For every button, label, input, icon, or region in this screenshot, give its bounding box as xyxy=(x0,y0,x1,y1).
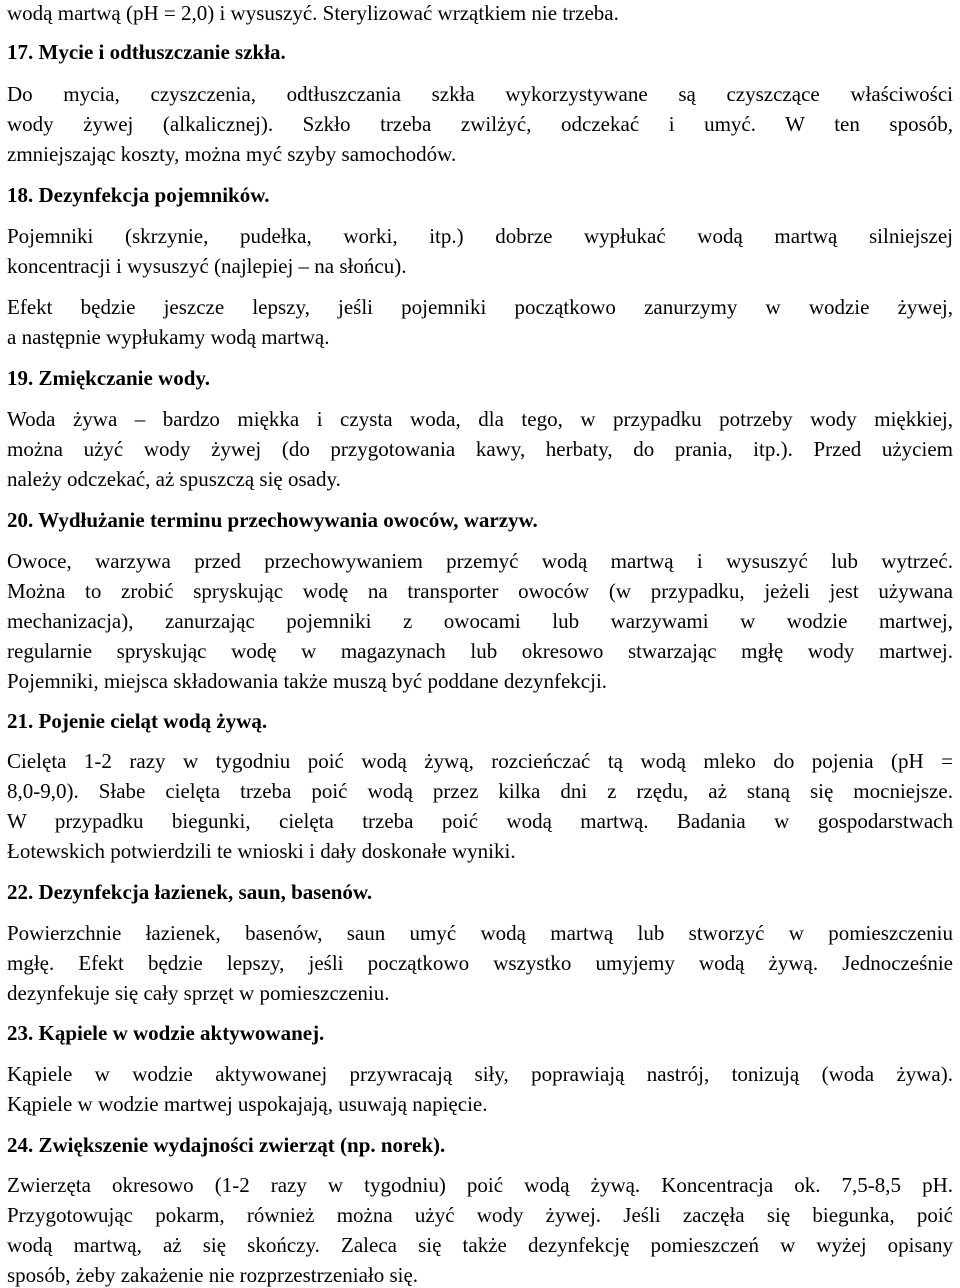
body-line: Kąpiele w wodzie aktywowanej przywracają siły, poprawiają nastrój, tonizują (woda żywa). xyxy=(7,1062,953,1086)
body-line: Kąpiele w wodzie martwej uspokajają, usuwają napięcie. xyxy=(7,1092,488,1116)
body-line: sposób, żeby zakażenie nie rozprzestrzeniało się. xyxy=(7,1263,419,1287)
body-line: należy odczekać, aż spuszczą się osady. xyxy=(7,467,341,491)
body-line: Przygotowując pokarm, również można użyć wody żywej. Jeśli zaczęła się biegunka, poić xyxy=(7,1203,953,1227)
body-line: Łotewskich potwierdzili te wnioski i dały doskonałe wyniki. xyxy=(7,839,516,863)
section-heading-20: 20. Wydłużanie terminu przechowywania owoców, warzyw. xyxy=(7,508,538,532)
body-line: Pojemniki, miejsca składowania także muszą być poddane dezynfekcji. xyxy=(7,669,608,693)
section-heading-19: 19. Zmiękczanie wody. xyxy=(7,366,210,390)
body-line: Powierzchnie łazienek, basenów, saun umyć wodą martwą lub stworzyć w pomieszczeniu xyxy=(7,921,953,945)
body-line: dezynfekuje się cały sprzęt w pomieszczeniu. xyxy=(7,981,390,1005)
body-line: zmniejszając koszty, można myć szyby samochodów. xyxy=(7,142,457,166)
body-line: wodą martwą (pH = 2,0) i wysuszyć. Sterylizować wrzątkiem nie trzeba. xyxy=(7,1,619,25)
body-line: 8,0-9,0). Słabe cielęta trzeba poić wodą przez kilka dni z rzędu, aż staną się mocniejsze. xyxy=(7,779,953,803)
body-line: koncentracji i wysuszyć (najlepiej – na słońcu). xyxy=(7,254,407,278)
section-heading-24: 24. Zwiększenie wydajności zwierząt (np. norek). xyxy=(7,1133,446,1157)
body-line: wody żywej (alkalicznej). Szkło trzeba zwilżyć, odczekać i umyć. W ten sposób, xyxy=(7,112,953,136)
body-line: a następnie wypłukamy wodą martwą. xyxy=(7,325,330,349)
body-line: Woda żywa – bardzo miękka i czysta woda, dla tego, w przypadku potrzeby wody miękkiej, xyxy=(7,407,953,431)
body-line: regularnie spryskując wodę w magazynach lub okresowo stwarzając mgłę wody martwej. xyxy=(7,639,953,663)
section-heading-22: 22. Dezynfekcja łazienek, saun, basenów. xyxy=(7,880,373,904)
body-line: wodą martwą, aż się skończy. Zaleca się także dezynfekcję pomieszczeń w wyżej opisany xyxy=(7,1233,953,1257)
body-line: mgłę. Efekt będzie lepszy, jeśli początkowo wszystko umyjemy wodą żywą. Jednocześnie xyxy=(7,951,953,975)
body-line: Efekt będzie jeszcze lepszy, jeśli pojemniki początkowo zanurzymy w wodzie żywej, xyxy=(7,295,953,319)
body-line: Cielęta 1-2 razy w tygodniu poić wodą żywą, rozcieńczać tą wodą mleko do pojenia (pH = xyxy=(7,749,953,773)
section-heading-23: 23. Kąpiele w wodzie aktywowanej. xyxy=(7,1021,325,1045)
section-heading-21: 21. Pojenie cieląt wodą żywą. xyxy=(7,709,268,733)
body-line: Do mycia, czyszczenia, odtłuszczania szkła wykorzystywane są czyszczące właściwości xyxy=(7,82,953,106)
section-heading-17: 17. Mycie i odtłuszczanie szkła. xyxy=(7,40,286,64)
body-line: mechanizacja), zanurzając pojemniki z owocami lub warzywami w wodzie martwej, xyxy=(7,609,953,633)
body-line: można użyć wody żywej (do przygotowania kawy, herbaty, do prania, itp.). Przed użyciem xyxy=(7,437,953,461)
body-line: W przypadku biegunki, cielęta trzeba poić wodą martwą. Badania w gospodarstwach xyxy=(7,809,953,833)
section-heading-18: 18. Dezynfekcja pojemników. xyxy=(7,183,270,207)
body-line: Pojemniki (skrzynie, pudełka, worki, itp.) dobrze wypłukać wodą martwą silniejszej xyxy=(7,224,953,248)
body-line: Można to zrobić spryskując wodę na transporter owoców (w przypadku, jeżeli jest używana xyxy=(7,579,953,603)
body-line: Owoce, warzywa przed przechowywaniem przemyć wodą martwą i wysuszyć lub wytrzeć. xyxy=(7,549,953,573)
body-line: Zwierzęta okresowo (1-2 razy w tygodniu) poić wodą żywą. Koncentracja ok. 7,5-8,5 pH. xyxy=(7,1173,953,1197)
